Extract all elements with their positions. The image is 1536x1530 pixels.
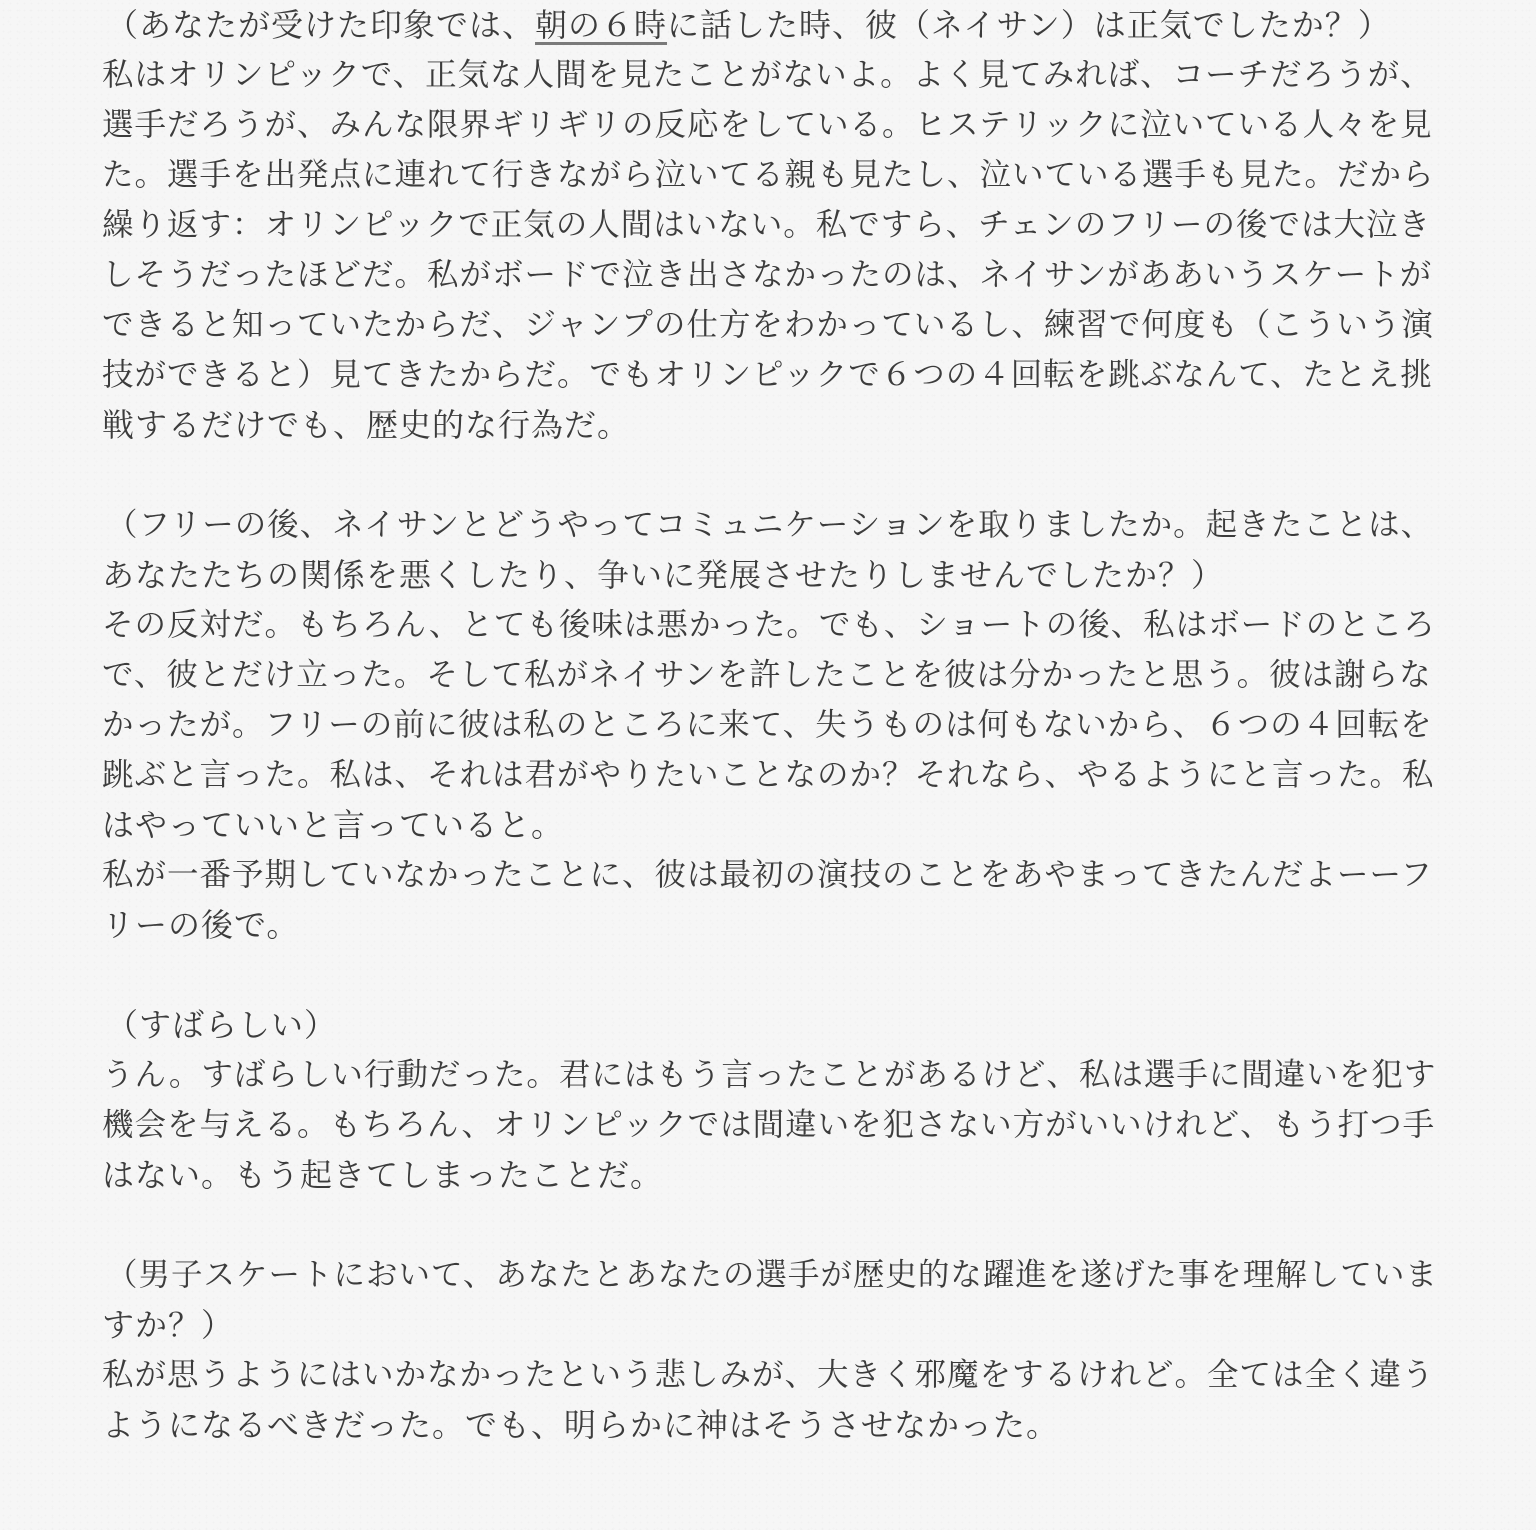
paragraph-gap <box>102 450 1438 500</box>
answer-1-line: 繰り返す：オリンピックで正気の人間はいない。私ですら、チェンのフリーの後では大泣き <box>102 207 1432 243</box>
answer-1-line: 選手だろうが、みんな限界ギリギリの反応をしている。ヒステリックに泣いている人々を見 <box>102 107 1433 143</box>
answer-4-line: ようになるべきだった。でも、明らかに神はそうさせなかった。 <box>102 1406 1060 1444</box>
paragraph-gap <box>102 950 1438 1000</box>
answer-2-line: リーの後で。 <box>102 906 300 944</box>
answer-1-line: しそうだったほどだ。私がボードで泣き出さなかったのは、ネイサンがああいうスケートが <box>102 257 1433 293</box>
paragraph-gap <box>102 1200 1438 1250</box>
answer-2-line: かったが。フリーの前に彼は私のところに来て、失うものは何もないから、６つの４回転を <box>102 707 1433 743</box>
answer-2-line: で、彼とだけ立った。そして私がネイサンを許したことを彼は分かったと思う。彼は謝らな <box>102 657 1432 693</box>
question-2-line: （フリーの後、ネイサンとどうやってコミュニケーションを取りましたか。起きたことは、 <box>106 507 1434 543</box>
interview-text <box>102 0 1438 1450</box>
answer-4-line: 私が思うようにはいかなかったという悲しみが、大きく邪魔をするけれど。全ては全く違う <box>102 1357 1435 1393</box>
question-2-line: あなたたちの関係を悪くしたり、争いに発展させたりしませんでしたか？） <box>102 556 1225 594</box>
answer-1-line: 戦するだけでも、歴史的な行為だ。 <box>102 406 631 444</box>
answer-1-line: 技ができると）見てきたからだ。でもオリンピックで６つの４回転を跳ぶなんて、たとえ挑 <box>102 357 1433 393</box>
question-4-line: すか？） <box>102 1306 235 1344</box>
answer-3-line: うん。すばらしい行動だった。君にはもう言ったことがあるけど、私は選手に間違いを犯す <box>102 1057 1437 1093</box>
answer-1-line: できると知っていたからだ、ジャンプの仕方をわかっているし、練習で何度も（こういう演 <box>102 307 1434 343</box>
question-1: （あなたが受けた印象では、朝の６時に話した時、彼（ネイサン）は正気でしたか？） <box>106 6 1391 44</box>
underlined-phrase: 朝の６時 <box>535 6 668 44</box>
answer-2-line: その反対だ。もちろん、とても後味は悪かった。でも、ショートの後、私はボードのところ <box>102 607 1436 643</box>
question-3: （すばらしい） <box>106 1006 338 1044</box>
answer-1-line: た。選手を出発点に連れて行きながら泣いてる親も見たし、泣いている選手も見た。だから <box>102 157 1435 193</box>
answer-3-line: 機会を与える。もちろん、オリンピックでは間違いを犯さない方がいいけれど、もう打つ手 <box>102 1107 1436 1143</box>
answer-2-line: 跳ぶと言った。私は、それは君がやりたいことなのか？それなら、やるようにと言った。私 <box>102 757 1435 793</box>
question-4-line: （男子スケートにおいて、あなたとあなたの選手が歴史的な躍進を遂げた事を理解していま <box>106 1257 1438 1293</box>
answer-2-line: 私が一番予期していなかったことに、彼は最初の演技のことをあやまってきたんだよーーフ <box>102 857 1433 893</box>
answer-2-line: はやっていいと言っていると。 <box>102 806 565 844</box>
answer-3-line: はない。もう起きてしまったことだ。 <box>102 1156 664 1194</box>
answer-1-line: 私はオリンピックで、正気な人間を見たことがないよ。よく見てみれば、コーチだろうが、 <box>102 57 1433 93</box>
